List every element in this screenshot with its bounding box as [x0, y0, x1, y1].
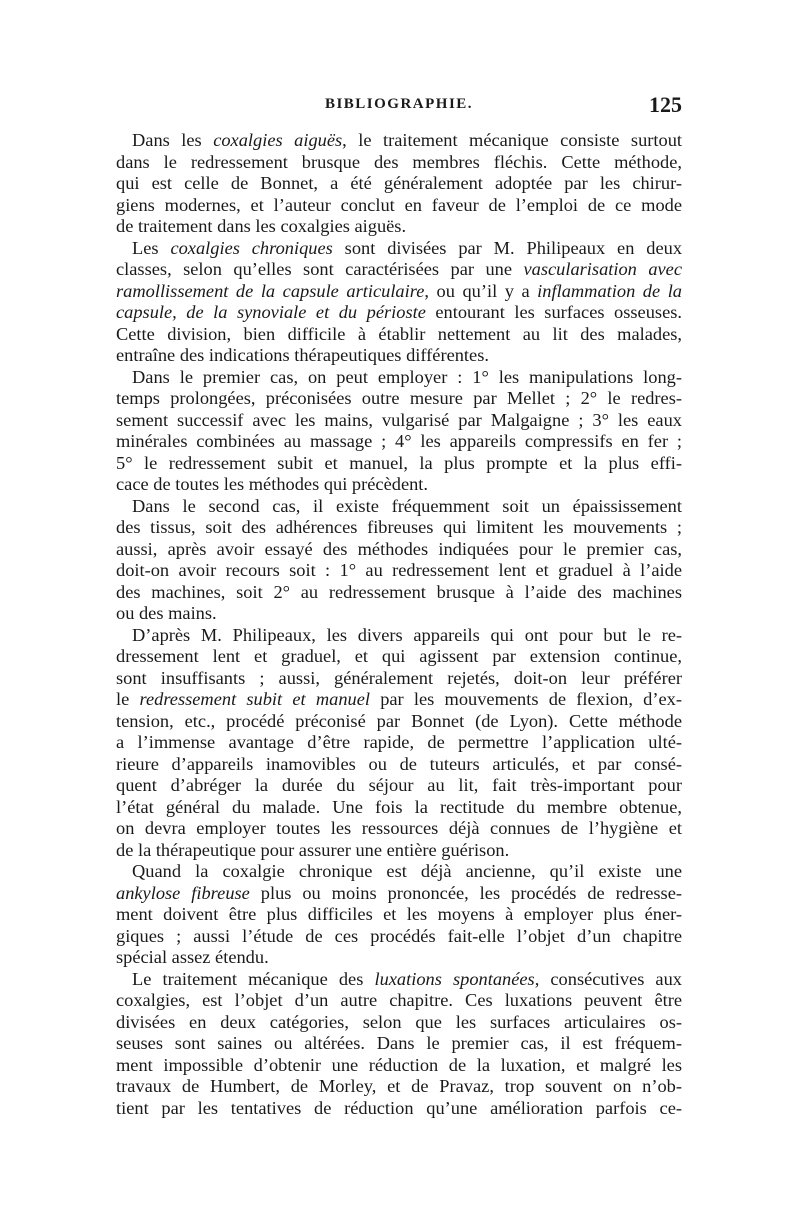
text-segment: qui est celle de Bonnet, a été généralement adoptée par les chirur-: [116, 173, 682, 193]
text-segment: de la thérapeutique pour assurer une entière guérison.: [116, 839, 510, 860]
paragraph: [116, 861, 682, 969]
text-segment: par les mouvements de flexion, d’ex-: [369, 689, 682, 709]
text-segment: temps prolongées, préconisées outre mesure par Mellet ; 2° le redres-: [116, 388, 682, 408]
text-segment: ou des mains.: [116, 603, 217, 623]
page-number: 125: [649, 92, 682, 117]
text-line: [116, 1012, 682, 1034]
text-segment: ment impossible d’obtenir une réduction de la luxation, et malgré les: [116, 1054, 682, 1075]
running-title: BIBLIOGRAPHIE.: [324, 96, 474, 112]
text-segment: entourant les surfaces osseuses.: [425, 302, 682, 322]
text-segment: giques ; aussi l’étude de ces procédés fait-elle l’objet d’un chapitre: [116, 925, 682, 946]
text-segment: Le traitement mécanique des: [132, 968, 375, 989]
italic-term: inflammation de la: [537, 280, 683, 301]
text-segment: seuses sont saines ou altérées. Dans le premier cas, il est fréquem-: [116, 1033, 682, 1053]
text-line: [116, 969, 682, 991]
text-line: [116, 775, 682, 797]
text-segment: , consécutives aux: [534, 968, 682, 989]
text-segment: Les: [132, 237, 171, 258]
text-line: [116, 195, 682, 217]
text-segment: minérales combinées au massage ; 4° les appareils compressifs en fer ;: [116, 431, 682, 451]
text-line: [116, 797, 682, 819]
text-line: [116, 216, 682, 238]
italic-term: coxalgies aiguës: [213, 130, 343, 150]
text-segment: des tissus, soit des adhérences fibreuses qui limitent les mouvements ;: [116, 517, 682, 537]
text-line: [116, 238, 682, 260]
text-line: [116, 904, 682, 926]
text-line: [116, 281, 682, 303]
text-line: [116, 367, 682, 389]
text-line: [116, 130, 682, 152]
text-line: [116, 711, 682, 733]
text-segment: l’état général du malade. Une fois la rectitude du membre obtenue,: [116, 796, 682, 817]
text-line: [116, 1033, 682, 1055]
text-segment: entraîne des indications thérapeutiques différentes.: [116, 345, 489, 365]
running-head: [116, 92, 682, 122]
text-segment: 5° le redressement subit et manuel, la plus prompte et la plus effi-: [116, 452, 682, 473]
text-segment: , le traitement mécanique consiste surtout: [342, 130, 682, 150]
text-line: [116, 689, 682, 711]
italic-term: redressement subit et manuel: [139, 689, 370, 709]
text-segment: classes, selon qu’elles sont caractérisées par une: [116, 259, 524, 279]
paragraph: [116, 625, 682, 862]
text-line: [116, 517, 682, 539]
italic-term: capsule, de la synoviale et du périoste: [116, 302, 426, 322]
text-segment: Dans les: [132, 130, 214, 150]
text-line: [116, 431, 682, 453]
text-segment: tension, etc., procédé préconisé par Bonnet (de Lyon). Cette méthode: [116, 710, 682, 731]
text-segment: dressement lent et graduel, et qui agissent par extension continue,: [116, 646, 682, 666]
text-segment: a l’immense avantage d’être rapide, de permettre l’application ulté-: [116, 732, 682, 752]
italic-term: vascularisation avec: [523, 259, 683, 279]
text-segment: doit-on avoir recours soit : 1° au redressement lent et graduel à l’aide: [116, 560, 682, 580]
text-line: [116, 582, 682, 604]
text-segment: de traitement dans les coxalgies aiguës.: [116, 216, 407, 236]
text-segment: sont insuffisants ; aussi, généralement rejetés, doit-on leur préférer: [116, 667, 682, 688]
text-line: [116, 861, 682, 883]
text-segment: coxalgies, est l’objet d’un autre chapitre. Ces luxations peuvent être: [116, 990, 682, 1010]
text-line: [116, 947, 682, 969]
text-segment: quent d’abréger la durée du séjour au lit, fait très-important pour: [116, 775, 682, 795]
text-segment: spécial assez étendu.: [116, 947, 269, 967]
text-segment: sement successif avec les mains, vulgarisé par Malgaigne ; 3° les eaux: [116, 409, 682, 430]
text-segment: Cette division, bien difficile à établir nettement au lit des malades,: [116, 323, 682, 344]
text-line: [116, 883, 682, 905]
text-line: [116, 603, 682, 625]
text-segment: on devra employer toutes les ressources déjà connues de l’hygiène et: [116, 818, 682, 838]
text-segment: plus ou moins prononcée, les procédés de redresse-: [249, 882, 682, 903]
text-segment: travaux de Humbert, de Morley, et de Pravaz, trop souvent on n’ob-: [116, 1076, 682, 1096]
text-segment: dans le redressement brusque des membres fléchis. Cette méthode,: [116, 151, 682, 172]
text-line: [116, 152, 682, 174]
text-segment: sont divisées par M. Philipeaux en deux: [332, 237, 683, 258]
text-line: [116, 1076, 682, 1098]
text-line: [116, 302, 682, 324]
text-line: [116, 560, 682, 582]
text-line: [116, 324, 682, 346]
text-line: [116, 453, 682, 475]
text-segment: ment doivent être plus difficiles et les moyens à employer plus éner-: [116, 904, 682, 924]
text-line: [116, 474, 682, 496]
paragraph: [116, 496, 682, 625]
paragraph: [116, 367, 682, 496]
text-segment: le: [116, 689, 140, 709]
text-segment: tient par les tentatives de réduction qu’une amélioration parfois ce-: [116, 1097, 682, 1118]
italic-term: ankylose fibreuse: [116, 882, 250, 903]
text-segment: Dans le premier cas, on peut employer : 1° les manipulations long-: [132, 366, 682, 387]
paragraph: [116, 238, 682, 367]
text-segment: aussi, après avoir essayé des méthodes indiquées pour le premier cas,: [116, 538, 682, 559]
text-line: [116, 496, 682, 518]
text-line: [116, 539, 682, 561]
text-segment: rieure d’appareils inamovibles ou de tuteurs articulés, et par consé-: [116, 753, 682, 774]
text-line: [116, 345, 682, 367]
text-segment: Quand la coxalgie chronique est déjà ancienne, qu’il existe une: [132, 861, 682, 881]
text-segment: Dans le second cas, il existe fréquemment soit un épaississement: [132, 495, 682, 516]
text-segment: giens modernes, et l’auteur conclut en faveur de l’emploi de ce mode: [116, 194, 682, 215]
text-segment: cace de toutes les méthodes qui précèdent.: [116, 474, 429, 494]
text-segment: divisées en deux catégories, selon que les surfaces articulaires os-: [116, 1011, 682, 1032]
body-text: [116, 130, 682, 1119]
paragraph: [116, 969, 682, 1120]
italic-term: ramollissement de la capsule articulaire: [116, 280, 425, 301]
text-line: [116, 259, 682, 281]
text-line: [116, 1055, 682, 1077]
text-segment: des machines, soit 2° au redressement brusque à l’aide des machines: [116, 581, 682, 602]
text-line: [116, 410, 682, 432]
text-line: [116, 732, 682, 754]
text-line: [116, 1098, 682, 1120]
italic-term: luxations spontanées: [374, 968, 535, 989]
text-line: [116, 818, 682, 840]
italic-term: coxalgies chroniques: [170, 237, 333, 258]
paragraph: [116, 130, 682, 238]
text-line: [116, 173, 682, 195]
text-line: [116, 646, 682, 668]
text-segment: D’après M. Philipeaux, les divers appareils qui ont pour but le re-: [132, 624, 682, 645]
text-segment: , ou qu’il y a: [424, 280, 538, 301]
text-line: [116, 668, 682, 690]
text-line: [116, 990, 682, 1012]
text-line: [116, 840, 682, 862]
text-line: [116, 625, 682, 647]
text-line: [116, 754, 682, 776]
text-line: [116, 388, 682, 410]
text-line: [116, 926, 682, 948]
